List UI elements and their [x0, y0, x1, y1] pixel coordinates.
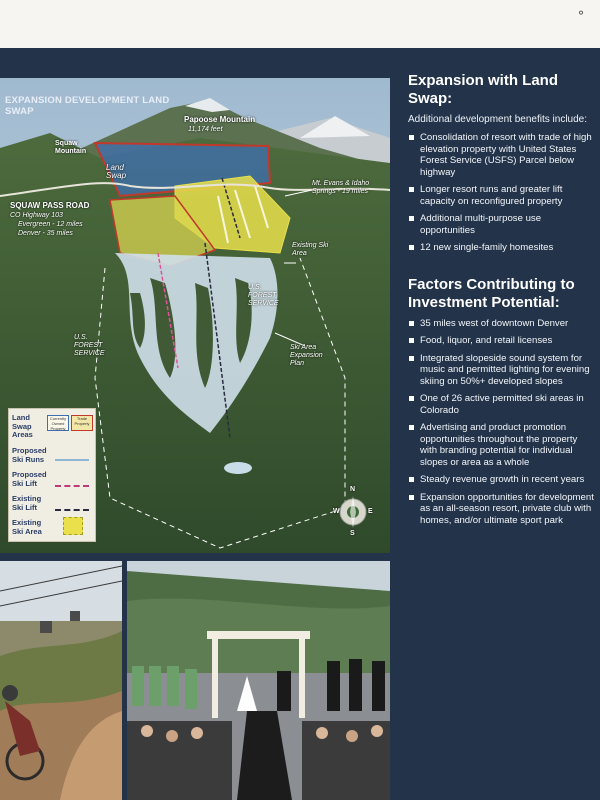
bullet-square-icon — [409, 396, 414, 401]
bullet-square-icon — [409, 338, 414, 343]
legend-land-swap-areas: Land Swap Areas — [12, 413, 33, 439]
us-forest-service-right-label: U.S. FOREST SERVICE — [248, 284, 279, 307]
bullet-square-icon — [409, 495, 414, 500]
compass-n: N — [350, 486, 356, 493]
expansion-benefits-list — [408, 132, 594, 254]
evergreen-distance-label: Evergreen - 12 miles — [18, 221, 83, 228]
land-swap-label: Land Swap — [106, 163, 127, 180]
legend-existing-lift-swatch — [55, 509, 89, 511]
expansion-intro: Additional development benefits include: — [408, 114, 588, 125]
bullet-square-icon — [409, 477, 414, 482]
existing-ski-area-label: Existing Ski Area — [292, 242, 329, 257]
squaw-mountain-label: Squaw Mountain — [55, 140, 87, 155]
legend-trade-property-swatch: Trade Property — [71, 415, 93, 431]
legend-proposed-lift-swatch — [55, 485, 89, 487]
mt-evans-distance-label: Mt. Evans & Idaho Springs - 19 miles — [312, 180, 370, 195]
list-item: Expansion opportunities for development as an all-season resort, private club with homes, and/or ultimate sport park — [408, 492, 594, 527]
investment-factors-list — [408, 318, 594, 527]
compass-e: E — [368, 508, 373, 515]
legend-proposed-ski-lift: Proposed Ski Lift — [12, 470, 47, 488]
compass-s: S — [350, 530, 355, 537]
list-item: Food, liquor, and retail licenses — [408, 335, 594, 347]
right-text-column — [408, 72, 594, 526]
bullet-square-icon — [409, 187, 414, 192]
bullet-square-icon — [409, 321, 414, 326]
bullet-square-icon — [409, 356, 414, 361]
legend-proposed-ski-runs: Proposed Ski Runs — [12, 446, 47, 464]
expansion-heading: Expansion with Land Swap: — [408, 72, 559, 107]
list-item: One of 26 active permitted ski areas in Colorado — [408, 393, 594, 416]
bullet-square-icon — [409, 135, 414, 140]
squaw-pass-road-label: SQUAW PASS ROAD — [10, 201, 90, 210]
bullet-square-icon — [409, 425, 414, 430]
legend-runs-swatch — [55, 459, 89, 461]
compass-w: W — [333, 508, 340, 515]
papoose-mountain-label: Papoose Mountain — [184, 115, 256, 124]
denver-distance-label: Denver - 35 miles — [18, 230, 73, 237]
highway-label: CO Highway 103 — [10, 212, 63, 219]
bullet-square-icon — [409, 216, 414, 221]
expansion-plan-label: Ski Area Expansion Plan — [290, 344, 323, 367]
us-forest-service-left-label: U.S. FOREST SERVICE — [74, 334, 105, 357]
mountain-wedding-ceremony-photo — [127, 561, 390, 800]
legend-existing-ski-lift: Existing Ski Lift — [12, 494, 42, 512]
bullet-square-icon — [409, 245, 414, 250]
legend-existing-area-swatch — [63, 517, 83, 535]
list-item: Integrated slopeside sound system for music and permitted lighting for evening skiing on 50%+ developed slopes — [408, 353, 594, 388]
list-item: Steady revenue growth in recent years — [408, 474, 594, 486]
legend-existing-ski-area: Existing Ski Area — [12, 518, 42, 536]
legend-currently-owned-swatch: Currently Owned Property — [47, 415, 69, 431]
list-item: Consolidation of resort with trade of high elevation property with United States Forest Service (USFS) Parcel below highway — [408, 132, 594, 178]
list-item: 12 new single-family homesites — [408, 242, 594, 254]
list-item: Advertising and product promotion opportunities throughout the property with branding potential for individual slopes or area as a whole — [408, 422, 594, 468]
list-item: Longer resort runs and greater lift capacity on reconfigured property — [408, 184, 594, 207]
list-item: Additional multi-purpose use opportunities — [408, 213, 594, 236]
page-corner-mark: ⚬ — [576, 6, 587, 20]
page-top-margin — [0, 0, 600, 48]
papoose-elevation-label: 11,174 feet — [188, 126, 223, 133]
list-item: 35 miles west of downtown Denver — [408, 318, 594, 330]
map-legend — [8, 408, 96, 542]
map-title: EXPANSION DEVELOPMENT LAND SWAP — [5, 95, 170, 117]
investment-heading: Factors Contributing to Investment Potential: — [408, 275, 575, 311]
mountain-bike-ski-lift-photo — [0, 561, 122, 800]
